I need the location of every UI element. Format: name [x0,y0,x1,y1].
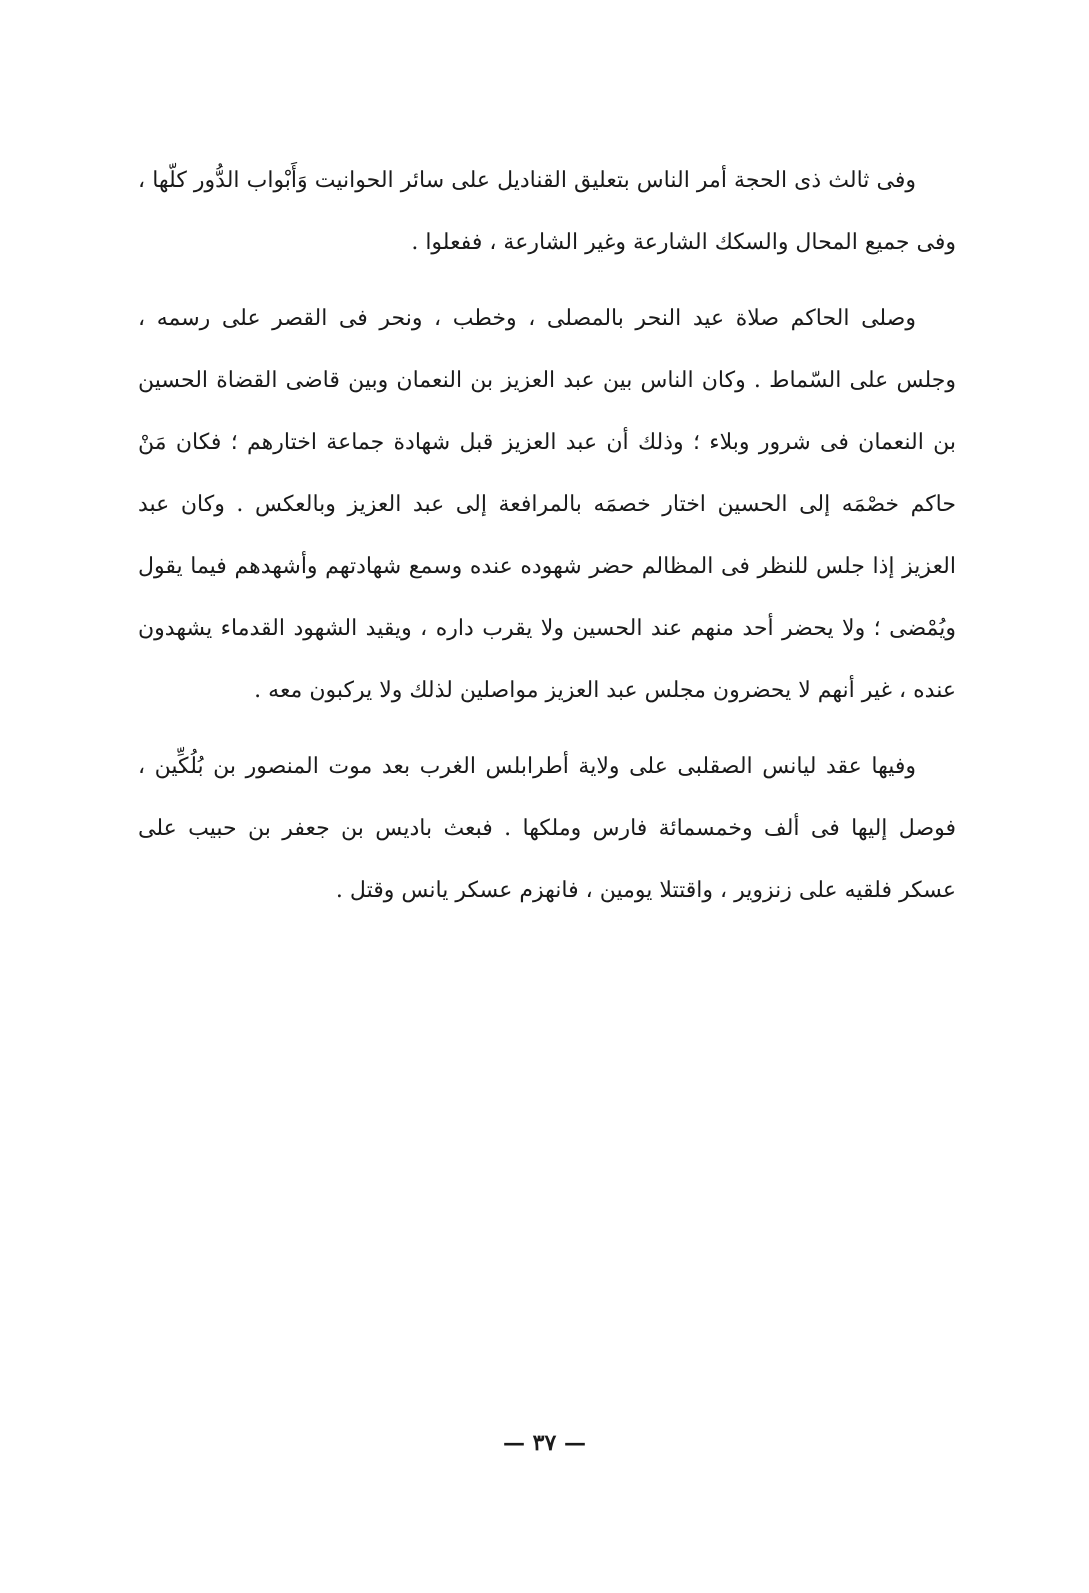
page-number: — ٣٧ — [503,1430,586,1456]
paragraph-2: وصلى الحاكم صلاة عيد النحر بالمصلى ، وخطب ، ونحر فى القصر على رسمه ، وجلس على السّماط . وكان الناس بين عبد العزيز بن النعمان وبين قاضى القضاة الحسين بن النعمان فى شرور وبلاء ؛ وذلك أن عبد العزيز قبل شهادة جماعة اختارهم ؛ فكان مَنْ حاكم خصْمَه إلى الحسين اختار خصمَه بالمرافعة إلى عبد العزيز وبالعكس . وكان عبد العزيز إذا جلس للنظر فى المظالم حضر شهوده عنده وسمع شهادتهم وأشهدهم فيما يقول ويُمْضى ؛ ولا يحضر أحد منهم عند الحسين ولا يقرب داره ، ويقيد الشهود القدماء يشهدون عنده ، غير أنهم لا يحضرون مجلس عبد العزيز مواصلين لذلك ولا يركبون معه . [138,306,956,703]
paragraph-1: وفى ثالث ذى الحجة أمر الناس بتعليق القناديل على سائر الحوانيت وَأَبْواب الدُّور كلّها ، وفى جميع المحال والسكك الشارعة وغير الشارعة ، ففعلوا . [138,168,956,255]
paragraph-3: وفيها عقد ليانس الصقلبى على ولاية أطرابلس الغرب بعد موت المنصور بن بُلُكِّين ، فوصل إليها فى ألف وخمسمائة فارس وملكها . فبعث باديس بن جعفر بن حبيب على عسكر فلقيه على زنزوير ، واقتتلا يومين ، فانهزم عسكر يانس وقتل . [138,754,956,903]
body-text [138,150,956,922]
